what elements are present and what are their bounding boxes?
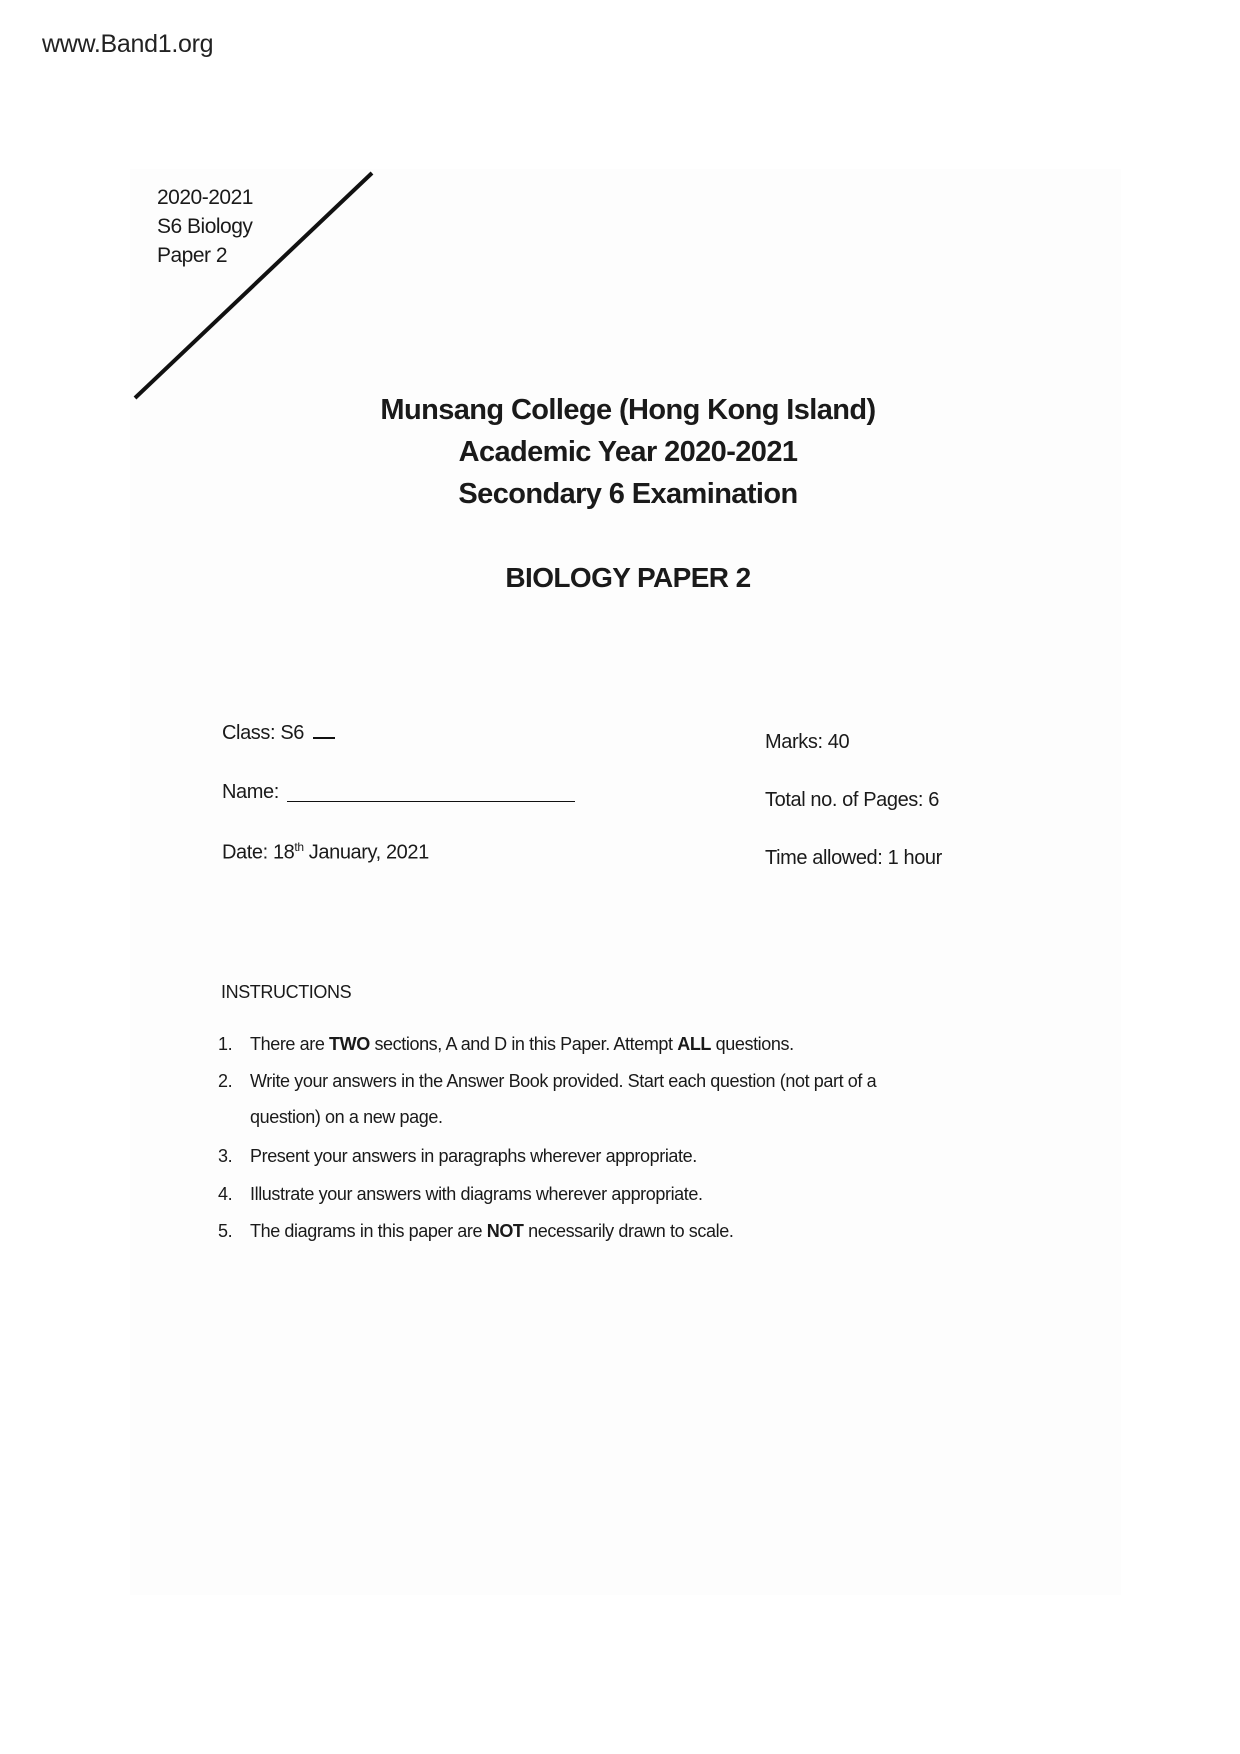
corner-year: 2020-2021 [157,186,253,209]
corner-paper: Paper 2 [157,244,228,267]
exam-name: Secondary 6 Examination [458,478,798,510]
text: sections, A and D in this Paper. Attempt [369,1034,678,1054]
emphasis: ALL [677,1034,712,1054]
marks: Marks: 40 [765,731,850,753]
time-allowed: Time allowed: 1 hour [765,847,942,869]
item-number: 2. [218,1071,233,1091]
instruction-5 [250,1221,733,1242]
item-number: 1. [218,1034,233,1054]
date-sup: th [294,840,304,854]
text: necessarily drawn to scale. [523,1221,734,1241]
text: There are [250,1034,330,1054]
item-number: 3. [218,1146,233,1166]
instruction-3: Present your answers in paragraphs wherever appropriate. [250,1146,697,1166]
emphasis: NOT [486,1221,524,1241]
instruction-1 [250,1034,794,1055]
instruction-4: Illustrate your answers with diagrams wherever appropriate. [250,1184,703,1204]
school-name: Munsang College (Hong Kong Island) [380,394,876,426]
date-label: Date: 18 [222,841,295,864]
instruction-2-line2: question) on a new page. [250,1107,443,1127]
item-number: 5. [218,1221,233,1241]
total-pages: Total no. of Pages: 6 [765,789,939,811]
item-number: 4. [218,1184,233,1204]
date-field [222,840,429,865]
instruction-2-line1: Write your answers in the Answer Book provided. Start each question (not part of a [250,1071,877,1091]
name-blank[interactable] [287,801,575,802]
watermark-url: www.Band1.org [42,30,214,58]
class-label: Class: S6 [222,722,304,744]
emphasis: TWO [329,1034,370,1054]
name-field [222,781,575,804]
corner-subject: S6 Biology [157,215,253,238]
text: questions. [711,1034,794,1054]
text: The diagrams in this paper are [250,1221,487,1241]
instructions-heading: INSTRUCTIONS [221,982,352,1002]
academic-year: Academic Year 2020-2021 [458,436,798,468]
class-field [222,722,335,745]
name-label: Name: [222,781,279,803]
class-blank[interactable] [313,737,335,739]
paper-title: BIOLOGY PAPER 2 [505,562,751,593]
date-rest: January, 2021 [303,841,429,864]
